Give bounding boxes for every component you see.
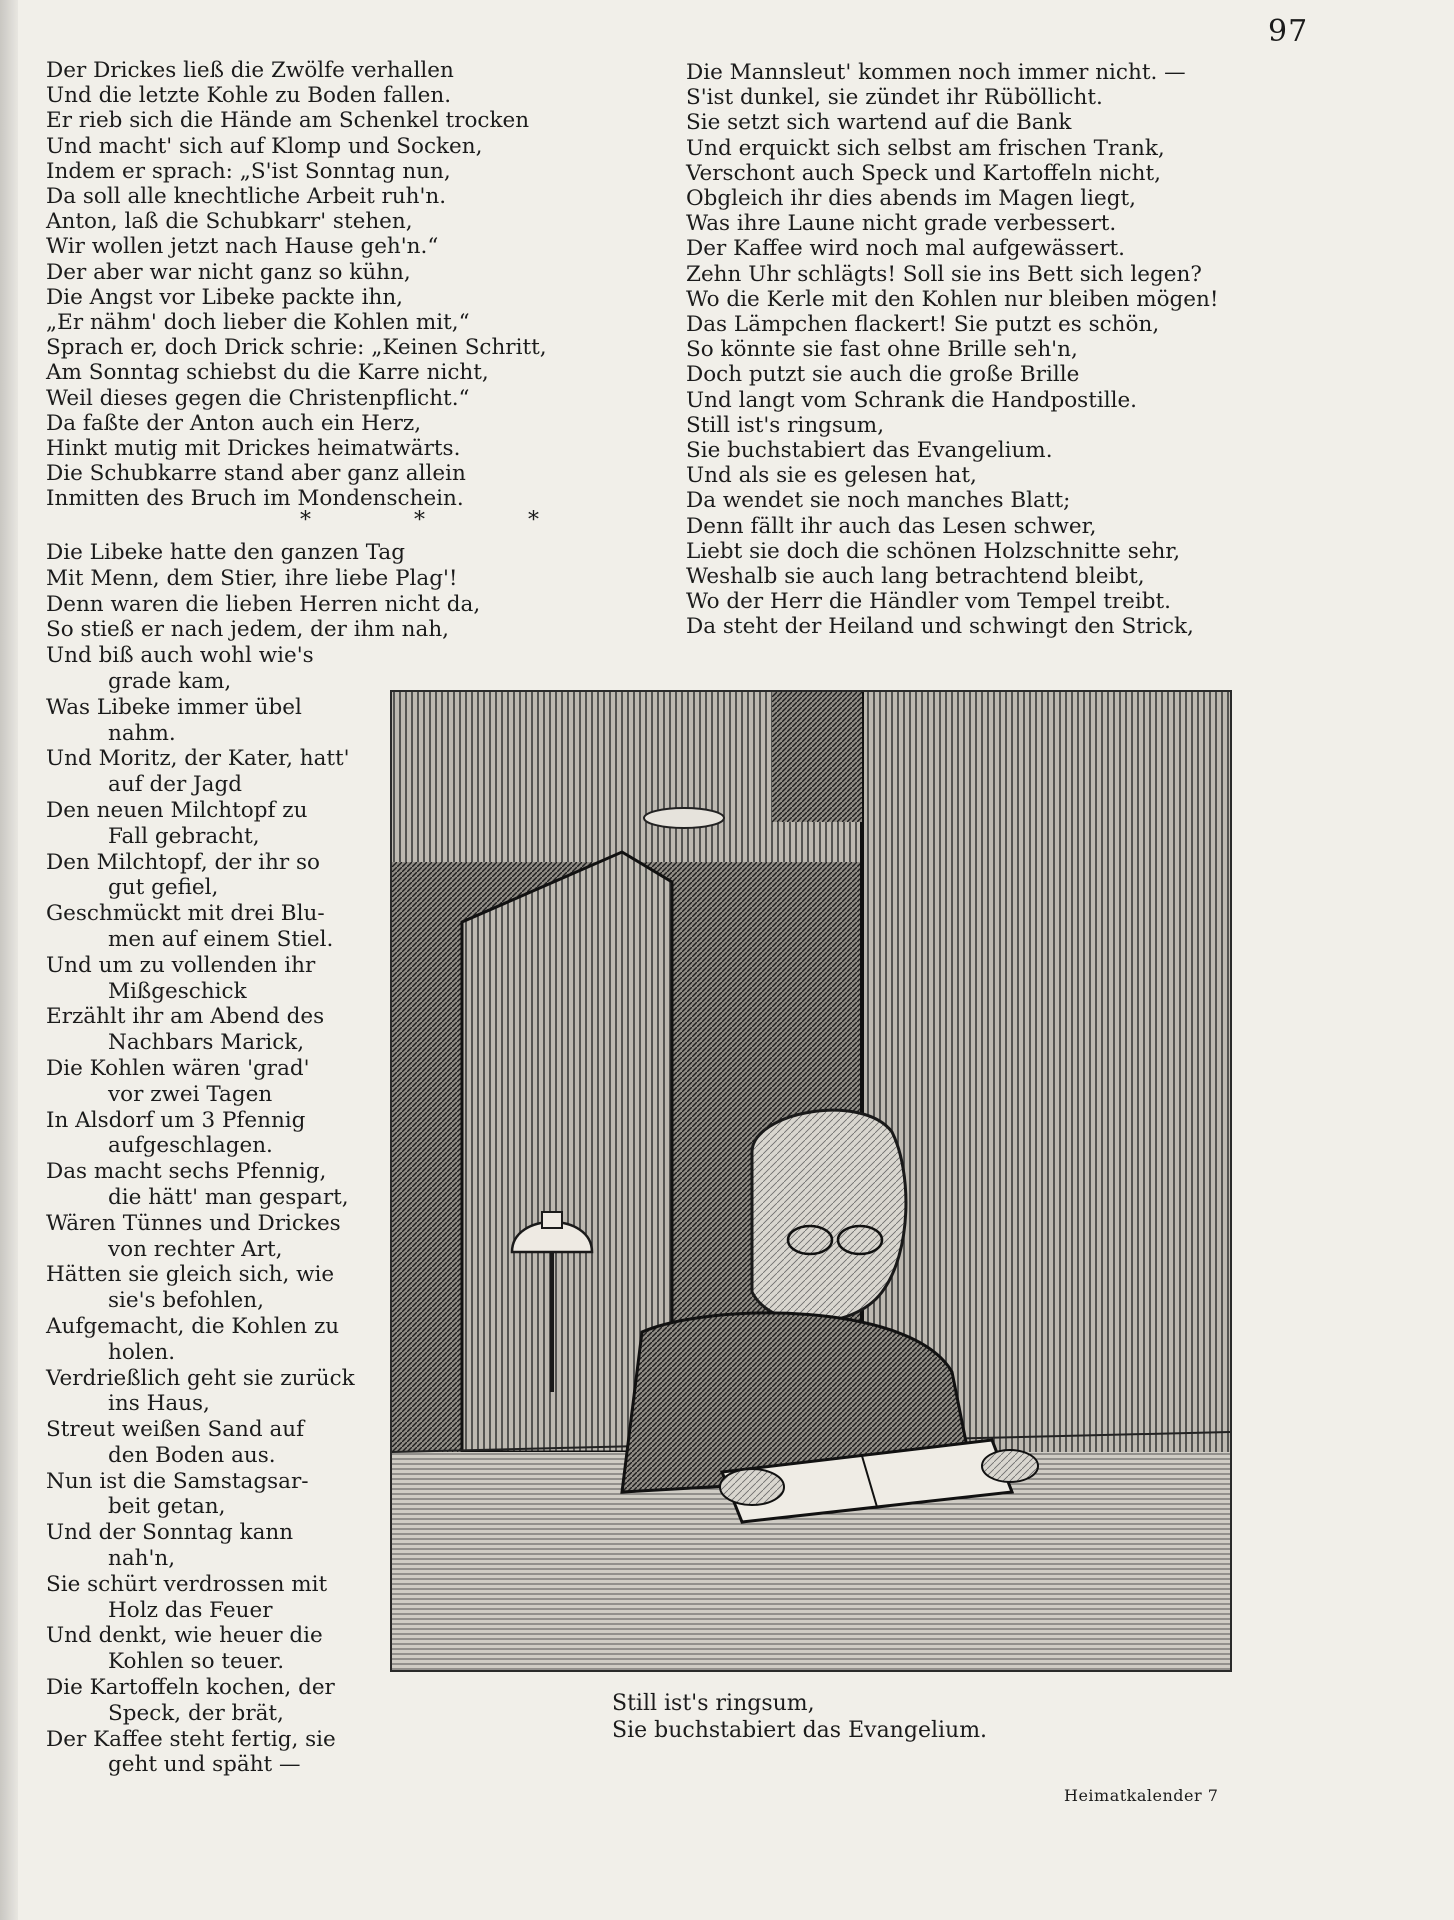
verse-line: Und der Sonntag kann: [46, 1520, 294, 1546]
verse-line: Den Milchtopf, der ihr so: [46, 849, 320, 875]
verse-line: So stieß er nach jedem, der ihm nah,: [46, 617, 450, 643]
verse-line: Wo der Herr die Händler vom Tempel treibt.: [686, 589, 1172, 615]
verse-line: Der Kaffee wird noch mal aufgewässert.: [686, 236, 1125, 262]
verse-line: Das Lämpchen flackert! Sie putzt es schön,: [686, 312, 1160, 338]
illustration-caption: [612, 1690, 987, 1744]
verse-line: Hätten sie gleich sich, wie: [46, 1262, 335, 1288]
lamp-top: [542, 1212, 562, 1228]
verse-line: Da wendet sie noch manches Blatt;: [686, 488, 1071, 514]
verse-line: Die Schubkarre stand aber ganz allein: [46, 461, 466, 487]
verse-line: den Boden aus.: [108, 1442, 276, 1468]
verse-line: Wären Tünnes und Drickes: [46, 1210, 341, 1236]
verse-line: sie's befohlen,: [108, 1288, 264, 1314]
page-gutter-shadow: [0, 0, 18, 1920]
verse-line: Und als sie es gelesen hat,: [686, 463, 977, 489]
caption-line: Sie buchstabiert das Evangelium.: [612, 1718, 988, 1743]
verse-line: Verschont auch Speck und Kartoffeln nicht,: [686, 160, 1161, 186]
verse-line: holen.: [108, 1339, 176, 1365]
verse-line: gut gefiel,: [108, 875, 219, 901]
verse-line: Die Libeke hatte den ganzen Tag: [46, 540, 405, 565]
verse-line: aufgeschlagen.: [108, 1133, 273, 1159]
verse-line: Der Kaffee steht fertig, sie: [46, 1726, 336, 1752]
shelf-bowl: [644, 808, 724, 828]
verse-line: Zehn Uhr schlägts! Soll sie ins Bett sich legen?: [686, 261, 1202, 287]
verse-line: Doch putzt sie auch die große Brille: [686, 362, 1080, 388]
verse-line: die hätt' man gespart,: [108, 1184, 349, 1210]
verse-line: Den neuen Milchtopf zu: [46, 797, 308, 823]
verse-line: Aufgemacht, die Kohlen zu: [46, 1313, 340, 1339]
verse-line: Sie buchstabiert das Evangelium.: [686, 438, 1053, 464]
verse-line: Anton, laß die Schubkarr' stehen,: [46, 209, 413, 235]
verse-line: von rechter Art,: [108, 1236, 283, 1262]
verse-line: Da soll alle knechtliche Arbeit ruh'n.: [46, 184, 447, 210]
verse-line: Und denkt, wie heuer die: [46, 1623, 323, 1649]
verse-line: vor zwei Tagen: [108, 1081, 273, 1107]
verse-line: Da faßte der Anton auch ein Herz,: [46, 410, 422, 436]
section-separator-stars: * * *: [300, 508, 587, 533]
verse-line: Weshalb sie auch lang betrachtend bleibt,: [686, 564, 1145, 590]
verse-line: men auf einem Stiel.: [108, 926, 334, 952]
woman-head: [752, 1110, 906, 1322]
verse-line: Was ihre Laune nicht grade verbessert.: [686, 211, 1117, 237]
verse-line: Der Drickes ließ die Zwölfe verhallen: [46, 58, 454, 83]
verse-line: Mißgeschick: [108, 978, 247, 1004]
verse-line: Nachbars Marick,: [108, 1030, 305, 1056]
verse-line: Und Moritz, der Kater, hatt': [46, 746, 350, 772]
caption-line: Still ist's ringsum,: [612, 1691, 815, 1716]
verse-line: Und um zu vollenden ihr: [46, 952, 316, 978]
verse-line: Liebt sie doch die schönen Holzschnitte sehr,: [686, 538, 1181, 564]
verse-line: Sprach er, doch Drick schrie: „Keinen Schritt,: [46, 335, 547, 361]
verse-line: Was Libeke immer übel: [46, 694, 302, 720]
verse-line: Wo die Kerle mit den Kohlen nur bleiben mögen!: [686, 286, 1219, 312]
verse-line: So könnte sie fast ohne Brille seh'n,: [686, 337, 1078, 363]
verse-line: Kohlen so teuer.: [108, 1649, 285, 1675]
verse-line: Und langt vom Schrank die Handpostille.: [686, 387, 1138, 413]
verse-line: grade kam,: [108, 668, 232, 694]
woodcut-drawing: [392, 692, 1230, 1670]
verse-line: Die Kartoffeln kochen, der: [46, 1675, 335, 1701]
verse-line: geht und späht —: [108, 1752, 301, 1778]
verse-line: Wir wollen jetzt nach Hause geh'n.“: [46, 234, 439, 260]
verse-line: Geschmückt mit drei Blu-: [46, 901, 325, 927]
verse-line: Die Angst vor Libeke packte ihn,: [46, 284, 403, 310]
verse-line: Da steht der Heiland und schwingt den Strick,: [686, 614, 1194, 640]
poem-left-column-top: [46, 58, 547, 512]
verse-line: Die Kohlen wären 'grad': [46, 1055, 310, 1081]
verse-line: Fall gebracht,: [108, 823, 260, 849]
verse-line: Inmitten des Bruch im Mondenschein.: [46, 486, 464, 512]
verse-line: Und die letzte Kohle zu Boden fallen.: [46, 83, 452, 109]
verse-line: Holz das Feuer: [108, 1597, 273, 1623]
verse-line: Still ist's ringsum,: [686, 412, 885, 438]
left-hand: [720, 1469, 784, 1505]
verse-line: Denn waren die lieben Herren nicht da,: [46, 591, 481, 617]
verse-line: Nun ist die Samstagsar-: [46, 1468, 309, 1494]
verse-line: Und biß auch wohl wie's: [46, 643, 314, 669]
verse-line: Speck, der brät,: [108, 1700, 284, 1726]
verse-line: nahm.: [108, 720, 176, 746]
verse-line: Und macht' sich auf Klomp und Socken,: [46, 133, 483, 159]
verse-line: S'ist dunkel, sie zündet ihr Rüböllicht.: [686, 85, 1103, 111]
verse-line: beit getan,: [108, 1494, 226, 1520]
verse-line: In Alsdorf um 3 Pfennig: [46, 1107, 306, 1133]
verse-line: Mit Menn, dem Stier, ihre liebe Plag'!: [46, 565, 458, 591]
verse-line: „Er nähm' doch lieber die Kohlen mit,“: [46, 310, 470, 336]
woodcut-illustration: [390, 690, 1232, 1672]
verse-line: Die Mannsleut' kommen noch immer nicht. —: [686, 60, 1186, 85]
right-hand: [982, 1450, 1038, 1482]
shelf-shadow: [772, 692, 862, 822]
verse-line: Erzählt ihr am Abend des: [46, 1004, 325, 1030]
verse-line: ins Haus,: [108, 1391, 210, 1417]
verse-line: auf der Jagd: [108, 772, 243, 798]
verse-line: Streut weißen Sand auf: [46, 1417, 305, 1443]
verse-line: Verdrießlich geht sie zurück: [46, 1365, 355, 1391]
verse-line: Denn fällt ihr auch das Lesen schwer,: [686, 513, 1097, 539]
verse-line: Am Sonntag schiebst du die Karre nicht,: [46, 360, 489, 386]
footer-publication: Heimatkalender 7: [1064, 1786, 1219, 1805]
verse-line: Obgleich ihr dies abends im Magen liegt,: [686, 186, 1137, 212]
verse-line: Das macht sechs Pfennig,: [46, 1159, 327, 1185]
verse-line: Der aber war nicht ganz so kühn,: [46, 259, 411, 285]
verse-line: Indem er sprach: „S'ist Sonntag nun,: [46, 158, 451, 184]
page-number: 97: [1268, 14, 1309, 49]
verse-line: Sie schürt verdrossen mit: [46, 1571, 328, 1597]
verse-line: Und erquickt sich selbst am frischen Trank,: [686, 135, 1165, 161]
verse-line: Sie setzt sich wartend auf die Bank: [686, 110, 1072, 136]
cupboard: [862, 692, 1230, 1452]
verse-line: Er rieb sich die Hände am Schenkel trocken: [46, 108, 530, 134]
verse-line: nah'n,: [108, 1546, 176, 1572]
verse-line: Hinkt mutig mit Drickes heimatwärts.: [46, 436, 461, 462]
poem-right-column: [686, 60, 1219, 640]
verse-line: Weil dieses gegen die Christenpflicht.“: [46, 385, 470, 411]
